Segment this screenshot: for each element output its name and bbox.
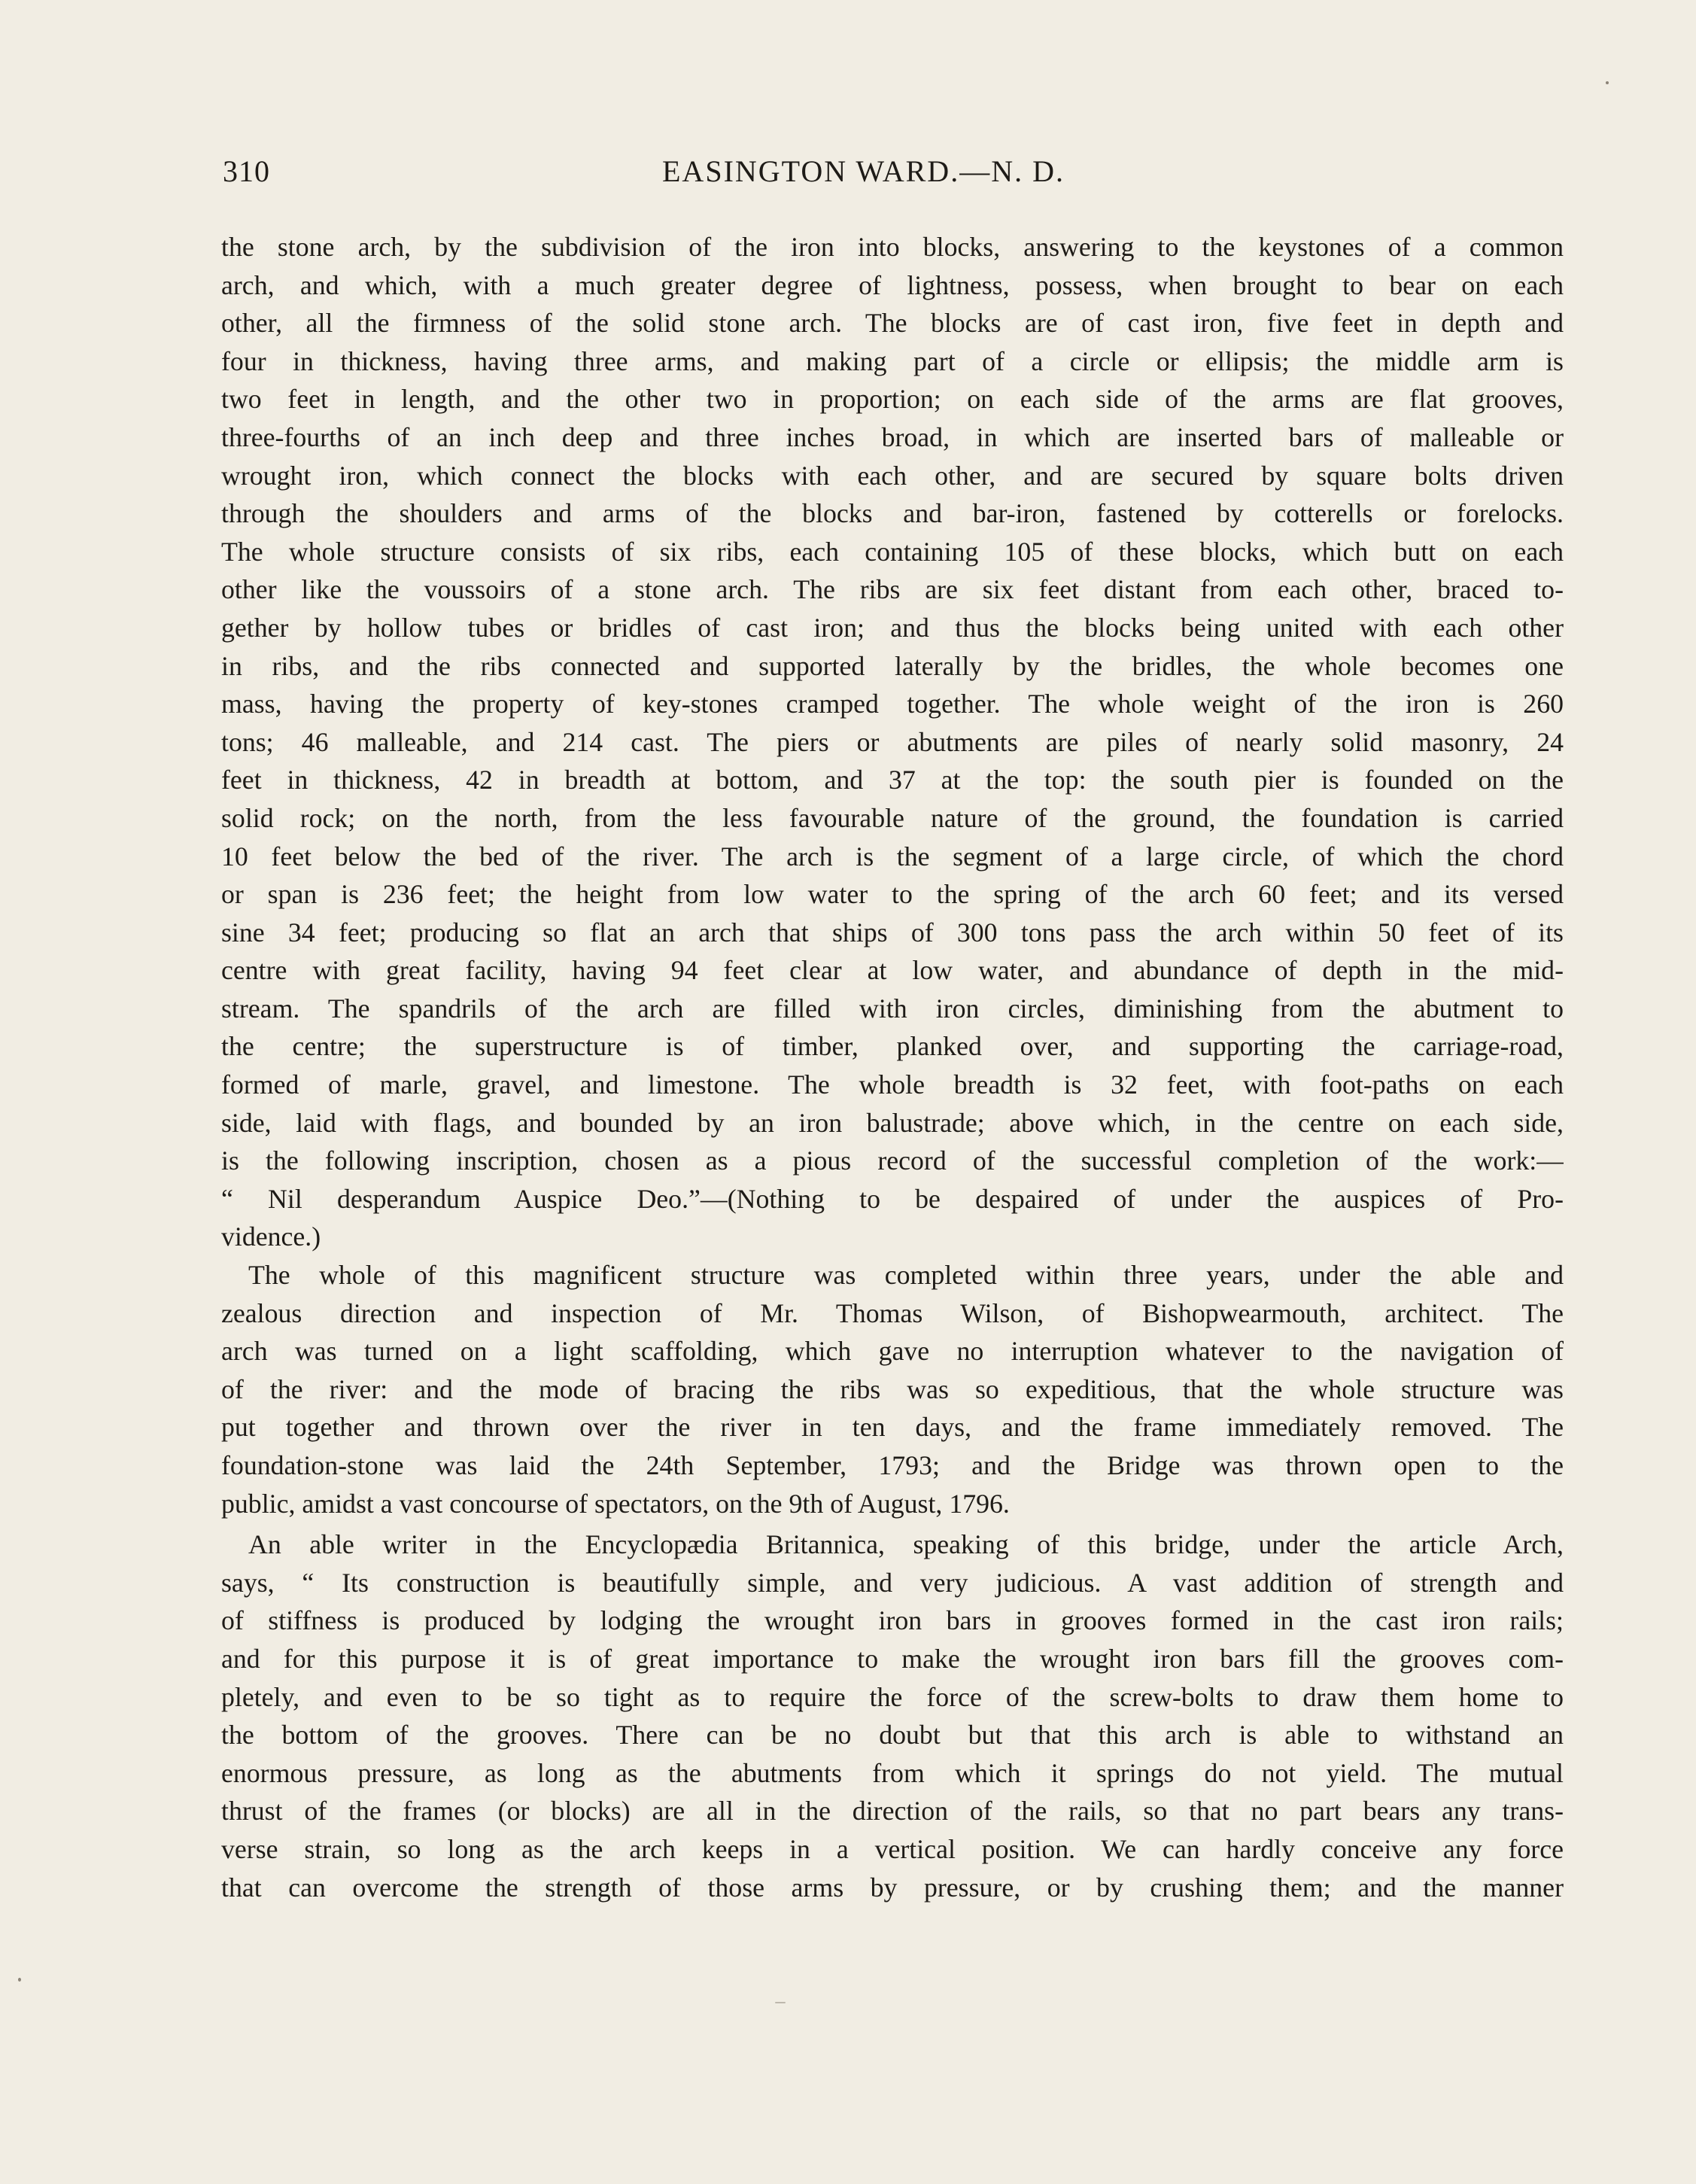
text-line: public, amidst a vast concourse of spectators, on the 9th of August, 1796. bbox=[221, 1488, 1010, 1519]
text-line: solid rock; on the north, from the less favourable nature of the ground, the foundation is carried bbox=[221, 802, 1564, 833]
text-line: stream. The spandrils of the arch are filled with iron circles, diminishing from the abutment to bbox=[221, 993, 1564, 1024]
text-line: put together and thrown over the river in ten days, and the frame immediately removed. The bbox=[221, 1412, 1564, 1443]
text-line: in ribs, and the ribs connected and supported laterally by the bridles, the whole becomes one bbox=[221, 650, 1564, 681]
text-line: vidence.) bbox=[221, 1221, 321, 1252]
paper-speck bbox=[18, 1978, 21, 1982]
text-line: three-fourths of an inch deep and three inches broad, in which are inserted bars of malleable or bbox=[221, 421, 1564, 452]
body-text bbox=[221, 228, 1564, 1906]
page-header bbox=[220, 148, 1561, 193]
text-line: The whole structure consists of six ribs, each containing 105 of these blocks, which butt on each bbox=[221, 536, 1564, 567]
page-number: 310 bbox=[223, 154, 270, 188]
text-line: foundation-stone was laid the 24th September, 1793; and the Bridge was thrown open to the bbox=[221, 1450, 1564, 1480]
paragraph-construction-history bbox=[221, 1256, 1564, 1522]
text-line: gether by hollow tubes or bridles of cast iron; and thus the blocks being united with each other bbox=[221, 612, 1564, 643]
text-line: side, laid with flags, and bounded by an iron balustrade; above which, in the centre on each side, bbox=[221, 1107, 1564, 1138]
text-line: and for this purpose it is of great importance to make the wrought iron bars fill the grooves com- bbox=[221, 1643, 1564, 1674]
text-line: wrought iron, which connect the blocks with each other, and are secured by square bolts driven bbox=[221, 460, 1564, 491]
paper-speck bbox=[775, 2002, 786, 2003]
text-line: An able writer in the Encyclopædia Britannica, speaking of this bridge, under the article Arch, bbox=[248, 1529, 1564, 1560]
text-line: formed of marle, gravel, and limestone. The whole breadth is 32 feet, with foot-paths on each bbox=[221, 1069, 1564, 1100]
text-line: says, “ Its construction is beautifully simple, and very judicious. A vast addition of strength and bbox=[221, 1567, 1564, 1598]
text-line: feet in thickness, 42 in breadth at bottom, and 37 at the top: the south pier is founded on the bbox=[221, 765, 1564, 795]
text-line: sine 34 feet; producing so flat an arch that ships of 300 tons pass the arch within 50 feet of its bbox=[221, 917, 1564, 948]
text-line: is the following inscription, chosen as a pious record of the successful completion of the work:— bbox=[221, 1145, 1564, 1176]
text-line: through the shoulders and arms of the blocks and bar-iron, fastened by cotterells or forelocks. bbox=[221, 498, 1564, 529]
text-line: or span is 236 feet; the height from low water to the spring of the arch 60 feet; and its versed bbox=[221, 879, 1564, 910]
inscription-line: “ Nil desperandum Auspice Deo.”—(Nothing to be despaired of under the auspices of Pro- bbox=[221, 1183, 1564, 1214]
text-line: other, all the firmness of the solid stone arch. The blocks are of cast iron, five feet in depth and bbox=[221, 308, 1564, 339]
text-line: that can overcome the strength of those arms by pressure, or by crushing them; and the manner bbox=[221, 1872, 1564, 1903]
text-line: of stiffness is produced by lodging the wrought iron bars in grooves formed in the cast iron rails; bbox=[221, 1605, 1564, 1636]
text-line: tons; 46 malleable, and 214 cast. The piers or abutments are piles of nearly solid masonry, 24 bbox=[221, 726, 1564, 757]
paragraph-bridge-description bbox=[221, 228, 1564, 1256]
text-line: pletely, and even to be so tight as to require the force of the screw-bolts to draw them home to bbox=[221, 1681, 1564, 1712]
paragraph-encyclopaedia-quote bbox=[221, 1525, 1564, 1906]
text-line: thrust of the frames (or blocks) are all in the direction of the rails, so that no part bears any trans- bbox=[221, 1796, 1564, 1827]
text-line: four in thickness, having three arms, and making part of a circle or ellipsis; the middle arm is bbox=[221, 345, 1564, 376]
text-line: verse strain, so long as the arch keeps in a vertical position. We can hardly conceive any force bbox=[221, 1833, 1564, 1864]
text-line: centre with great facility, having 94 feet clear at low water, and abundance of depth in the mid- bbox=[221, 955, 1564, 986]
text-line: 10 feet below the bed of the river. The arch is the segment of a large circle, of which the chord bbox=[221, 841, 1564, 871]
text-line: mass, having the property of key-stones cramped together. The whole weight of the iron is 260 bbox=[221, 689, 1564, 719]
text-line: The whole of this magnificent structure was completed within three years, under the able and bbox=[248, 1260, 1564, 1291]
text-line: other like the voussoirs of a stone arch. The ribs are six feet distant from each other, braced to- bbox=[221, 574, 1564, 605]
text-line: of the river: and the mode of bracing the ribs was so expeditious, that the whole structure was bbox=[221, 1373, 1564, 1404]
running-title: EASINGTON WARD.—N. D. bbox=[662, 154, 1065, 188]
text-line: the stone arch, by the subdivision of the iron into blocks, answering to the keystones of a common bbox=[221, 232, 1564, 262]
text-line: enormous pressure, as long as the abutments from which it springs do not yield. The mutual bbox=[221, 1757, 1564, 1788]
text-line: the bottom of the grooves. There can be no doubt but that this arch is able to withstand an bbox=[221, 1720, 1564, 1751]
text-line: zealous direction and inspection of Mr. Thomas Wilson, of Bishopwearmouth, architect. The bbox=[221, 1297, 1564, 1328]
text-line: arch was turned on a light scaffolding, which gave no interruption whatever to the navigation of bbox=[221, 1336, 1564, 1367]
paper-speck bbox=[1606, 81, 1609, 84]
text-line: two feet in length, and the other two in proportion; on each side of the arms are flat grooves, bbox=[221, 384, 1564, 415]
text-line: arch, and which, with a much greater degree of lightness, possess, when brought to bear on each bbox=[221, 269, 1564, 300]
text-line: the centre; the superstructure is of timber, planked over, and supporting the carriage-road, bbox=[221, 1031, 1564, 1062]
